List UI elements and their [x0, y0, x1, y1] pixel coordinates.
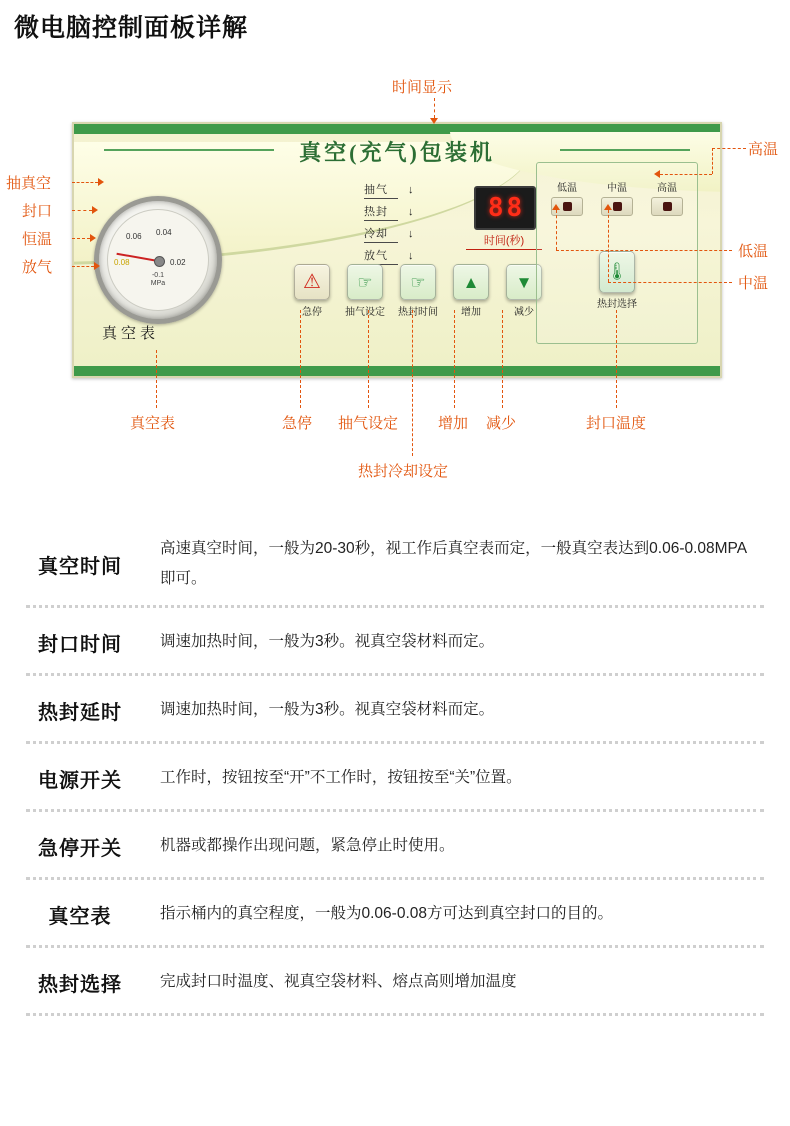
- status-label-heatseal: 热封: [364, 203, 398, 221]
- leader-sealing: [72, 210, 92, 211]
- leader-high-temp-v: [712, 148, 713, 174]
- status-arrow-cooling: ↓: [408, 228, 414, 240]
- table-desc: 工作时，按钮按至“开”不工作时，按钮按至“关”位置。: [160, 769, 522, 786]
- table-row: [0, 608, 790, 676]
- leader-time-display: [434, 98, 435, 118]
- gauge-tick-006: 0.06: [126, 232, 142, 241]
- display-digit-1: 8: [487, 193, 504, 223]
- status-row-vacuum: [364, 179, 442, 201]
- table-desc: 调速加热时间，一般为3秒。视真空袋材料而定。: [160, 633, 495, 650]
- vacuum-setting-button-caption: 抽气设定: [345, 307, 385, 318]
- gauge-unit-text: MPa: [150, 280, 166, 288]
- table-term: 急停开关: [38, 837, 122, 860]
- status-row-heatseal: [364, 201, 442, 223]
- seal-time-button-caption: 热封时间: [398, 307, 438, 318]
- table-term: 热封选择: [38, 973, 122, 996]
- time-display: [474, 186, 536, 230]
- table-row: [0, 520, 790, 608]
- emergency-stop-button[interactable]: [294, 264, 330, 318]
- status-arrow-vacuum: ↓: [408, 184, 414, 196]
- table-term: 真空表: [48, 905, 112, 928]
- table-row: [0, 744, 790, 812]
- callout-high-temp: 高温: [748, 141, 779, 158]
- specification-table: [0, 520, 790, 1016]
- lamp-label-mid: 中温: [607, 183, 627, 194]
- table-row: [0, 676, 790, 744]
- callout-increase: 增加: [438, 415, 469, 432]
- lamp-label-low: 低温: [557, 183, 577, 194]
- leader-mid-temp-v: [608, 210, 609, 282]
- leader-vacuum-setting: [368, 310, 369, 408]
- leader-low-temp-v: [556, 210, 557, 250]
- callout-low-temp: 低温: [738, 243, 769, 260]
- gauge-tick-004: 0.04: [156, 228, 172, 237]
- leader-high-temp: [712, 148, 746, 149]
- decrease-button-caption: 减少: [514, 307, 534, 318]
- callout-emergency-stop: 急停: [282, 415, 313, 432]
- callout-vacuum-setting: 抽气设定: [338, 415, 399, 432]
- status-label-vacuum: 抽气: [364, 181, 398, 199]
- table-desc: 调速加热时间，一般为3秒。视真空袋材料而定。: [160, 701, 495, 718]
- increase-button-caption: 增加: [461, 307, 481, 318]
- table-desc: 高速真空时间，一般为20-30秒，视工作后真空表而定，一般真空表达到0.06-0.08MPA即可。: [160, 540, 748, 587]
- machine-title: 真空(充气)包装机: [299, 140, 495, 165]
- gauge-unit: [138, 272, 178, 289]
- panel-bottom-stripe: [74, 366, 720, 376]
- page-title: 微电脑控制面板详解: [14, 14, 249, 42]
- heat-seal-section: [536, 162, 698, 344]
- temperature-lamp-group: [547, 179, 687, 216]
- arrow-time-display: [430, 118, 438, 124]
- time-display-caption: 时间(秒): [466, 232, 542, 250]
- status-label-release: 放气: [364, 247, 398, 265]
- control-panel-diagram: [0, 60, 790, 500]
- leader-seal-temp: [616, 310, 617, 408]
- table-desc: 机器或都操作出现问题，紧急停止时使用。: [160, 837, 455, 854]
- callout-seal-temp: 封口温度: [586, 415, 647, 432]
- callout-time-display: 时间显示: [392, 79, 453, 96]
- vacuum-gauge-label: 真空表: [102, 326, 160, 342]
- table-term: 电源开关: [38, 769, 122, 792]
- vacuum-setting-button[interactable]: [345, 264, 385, 318]
- warning-triangle-icon: ⚠: [303, 271, 321, 293]
- panel-button-row: [294, 264, 542, 318]
- heat-seal-select-caption: 热封选择: [597, 299, 637, 310]
- gauge-tick-008: 0.08: [114, 258, 130, 267]
- temperature-lamp-mid: [597, 179, 637, 216]
- leader-mid-temp: [608, 282, 732, 283]
- table-row: [0, 880, 790, 948]
- arrow-low-temp: [552, 204, 560, 210]
- leader-emergency-stop: [300, 310, 301, 408]
- callout-decrease: 减少: [486, 415, 517, 432]
- leader-decrease: [502, 310, 503, 408]
- gauge-face: [107, 209, 209, 311]
- arrow-constant-temp: [90, 234, 96, 242]
- leader-vacuum-gauge: [156, 350, 157, 408]
- gauge-min-value: -0.1: [151, 272, 165, 279]
- display-digit-2: 8: [506, 193, 523, 223]
- thermometer-icon: 🌡: [606, 262, 628, 281]
- title-rule-right: [560, 149, 690, 151]
- leader-increase: [454, 310, 455, 408]
- emergency-stop-button-caption: 急停: [302, 307, 322, 318]
- increase-button[interactable]: [453, 264, 489, 318]
- status-arrow-release: ↓: [408, 250, 414, 262]
- arrow-vacuum-draw: [98, 178, 104, 186]
- triangle-down-icon: ▼: [515, 272, 533, 292]
- lamp-indicator-high: [651, 197, 683, 216]
- callout-vacuum-draw: 抽真空: [6, 175, 52, 192]
- callout-air-release: 放气: [22, 259, 53, 276]
- temperature-lamp-high: [647, 179, 687, 216]
- vacuum-gauge: [94, 196, 222, 324]
- callout-constant-temp: 恒温: [22, 231, 53, 248]
- arrow-high-temp: [654, 170, 660, 178]
- gauge-hub: [154, 256, 165, 267]
- leader-low-temp: [556, 250, 732, 251]
- temperature-lamp-low: [547, 179, 587, 216]
- callout-heat-seal-cool-setting: 热封冷却设定: [358, 463, 449, 480]
- row-separator: [26, 1013, 764, 1016]
- callout-vacuum-gauge: 真空表: [130, 415, 176, 432]
- lamp-label-high: 高温: [657, 183, 677, 194]
- arrow-sealing: [92, 206, 98, 214]
- table-desc: 指示桶内的真空程度，一般为0.06-0.08方可达到真空封口的目的。: [160, 905, 613, 922]
- table-term: 真空时间: [38, 555, 122, 578]
- title-rule-left: [104, 149, 274, 151]
- arrow-air-release: [94, 262, 100, 270]
- triangle-up-icon: ▲: [462, 272, 480, 292]
- leader-constant-temp: [72, 238, 90, 239]
- callout-sealing: 封口: [22, 203, 53, 220]
- status-label-cooling: 冷却: [364, 225, 398, 243]
- heat-seal-select-button[interactable]: [599, 251, 635, 293]
- table-row: [0, 948, 790, 1016]
- gauge-tick-002: 0.02: [170, 258, 186, 267]
- leader-air-release: [72, 266, 94, 267]
- table-desc: 完成封口时温度、视真空袋材料、熔点高则增加温度: [160, 973, 517, 990]
- status-indicator-list: [364, 179, 442, 267]
- leader-high-temp-2: [660, 174, 712, 175]
- leader-heat-seal-cool-setting: [412, 310, 413, 456]
- table-term: 封口时间: [38, 633, 122, 656]
- arrow-mid-temp: [604, 204, 612, 210]
- status-arrow-heatseal: ↓: [408, 206, 414, 218]
- table-term: 热封延时: [38, 701, 122, 724]
- status-row-cooling: [364, 223, 442, 245]
- hand-pointer-icon: ☞: [357, 272, 373, 292]
- seal-time-button[interactable]: [398, 264, 438, 318]
- leader-vacuum-draw: [72, 182, 98, 183]
- hand-pointer-icon-2: ☞: [410, 272, 426, 292]
- callout-mid-temp: 中温: [738, 275, 769, 292]
- table-row: [0, 812, 790, 880]
